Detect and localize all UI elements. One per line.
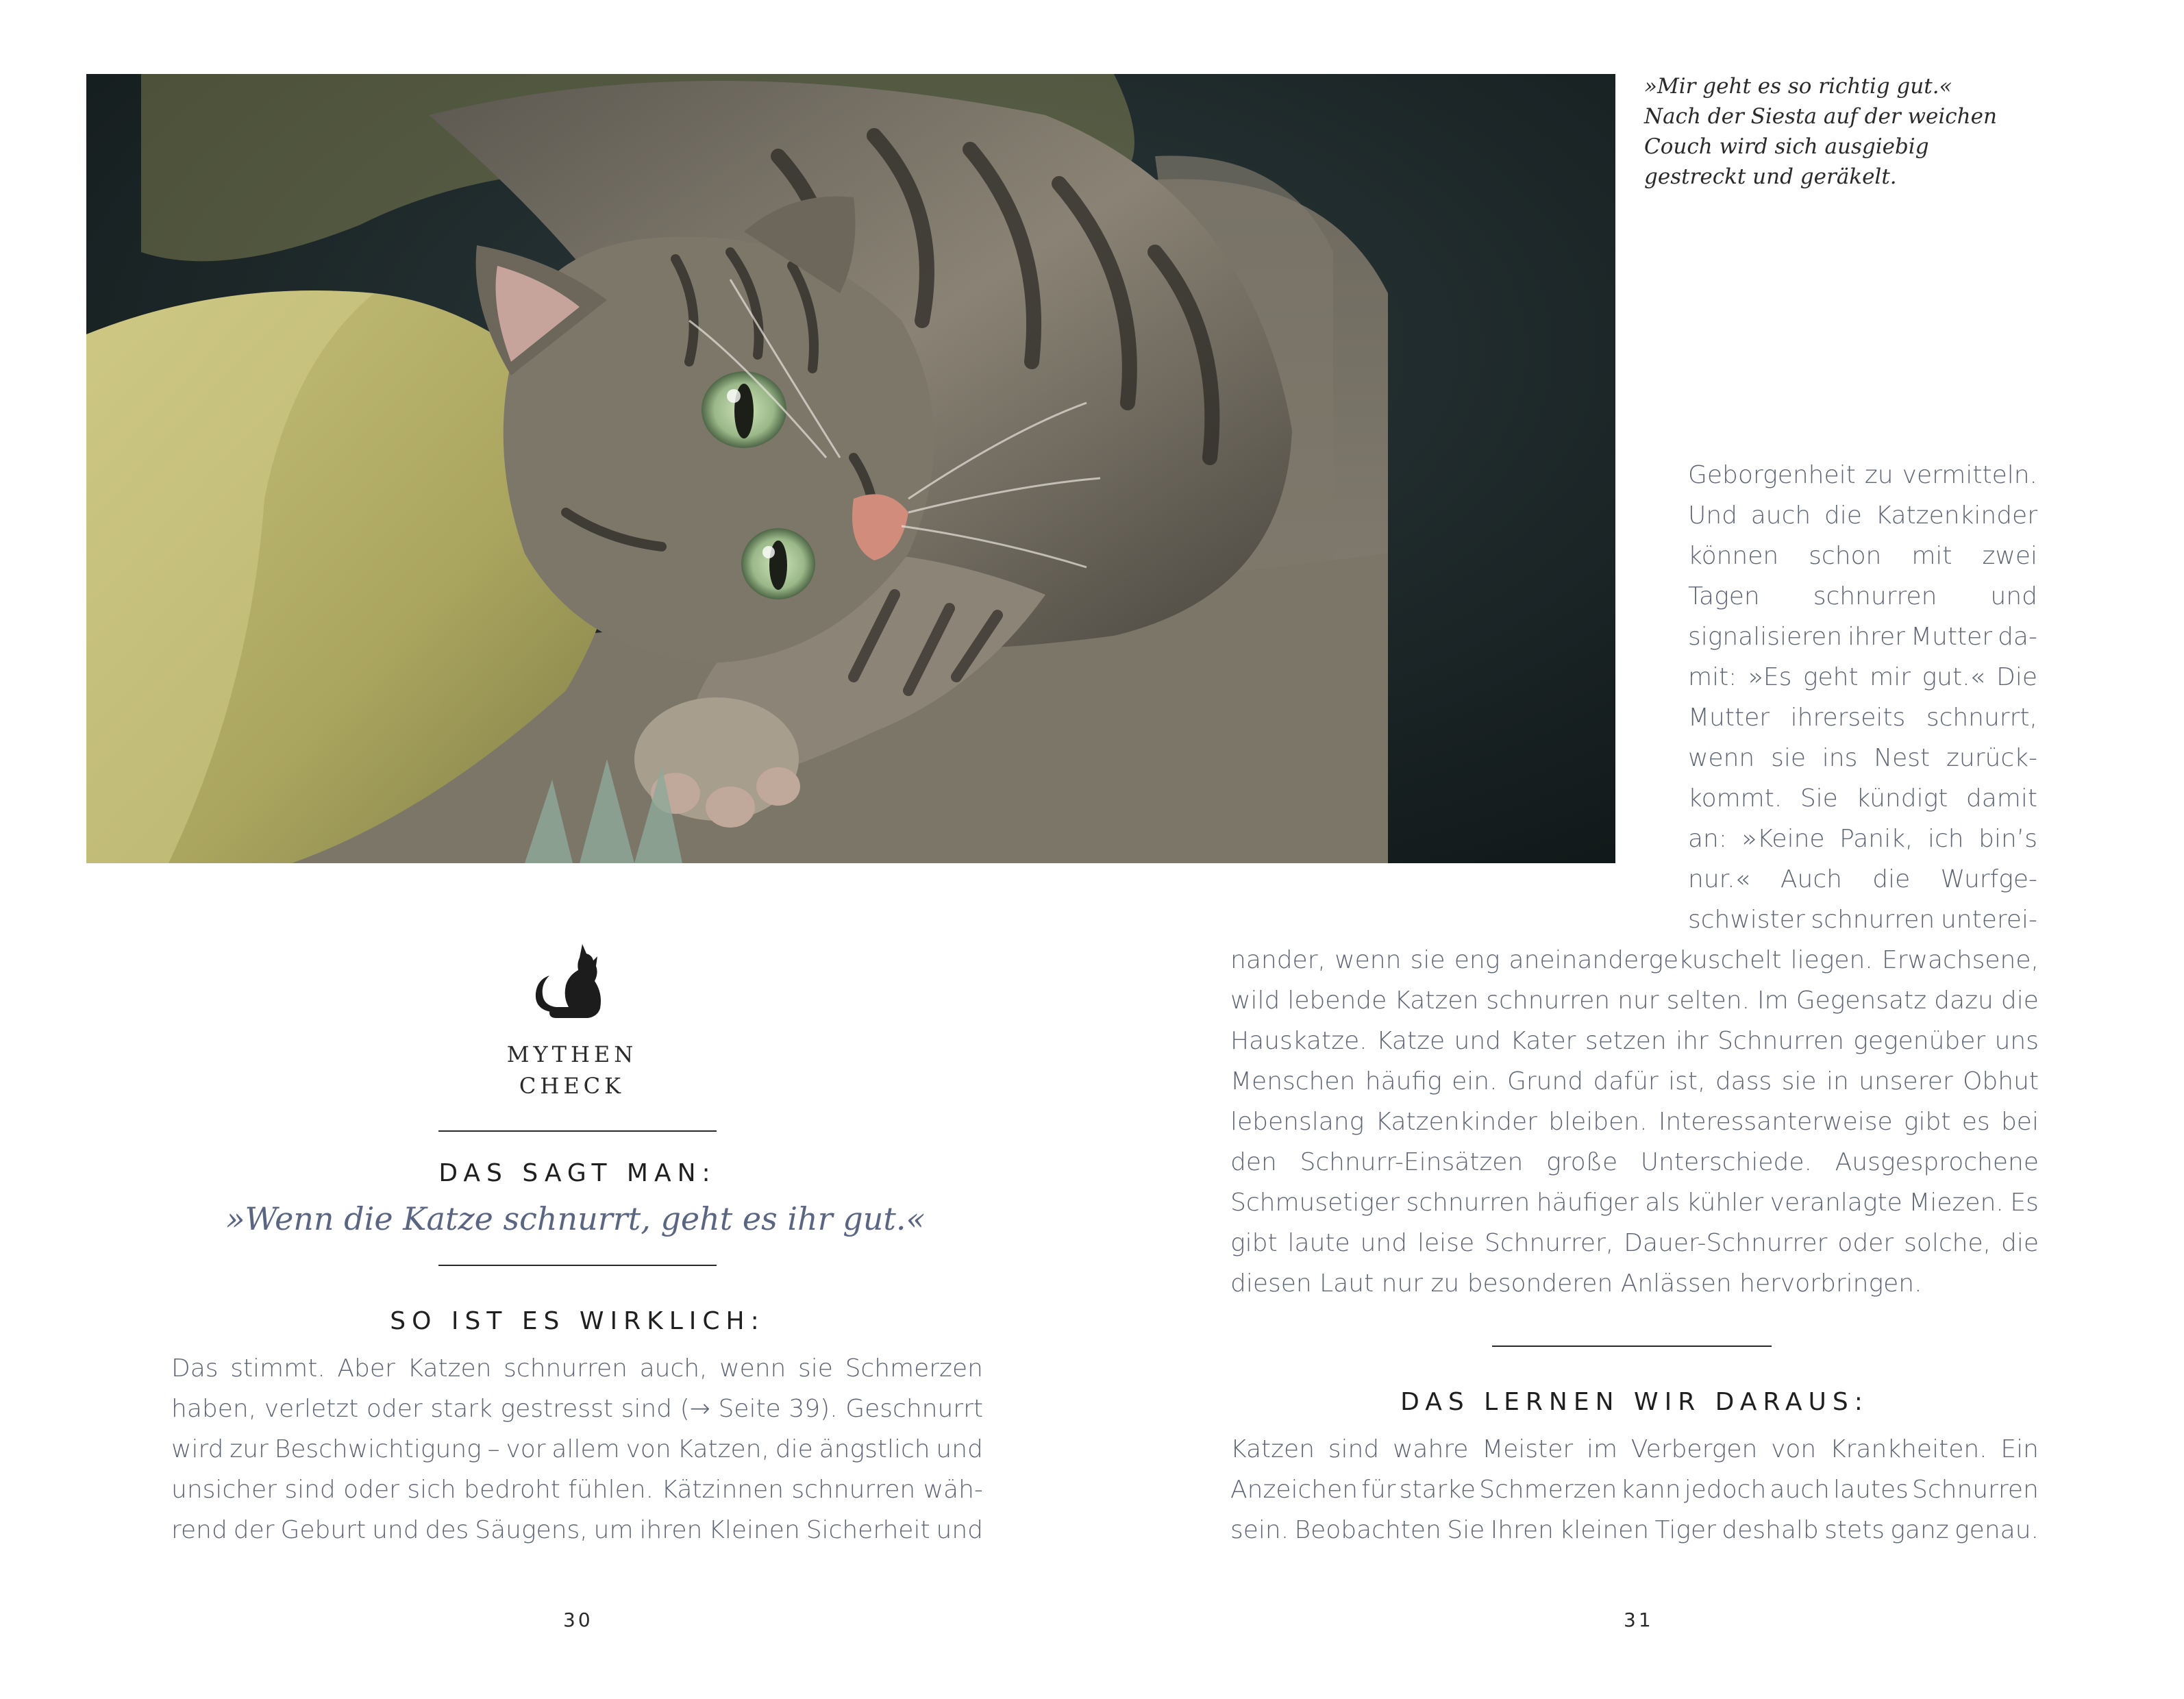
body-text-line: Menschen häufig ein. Grund dafür ist, dass sie in unserer Obhut (1230, 1067, 2039, 1095)
photo-caption (1644, 71, 2028, 192)
heading-das-lernen-wir-daraus: DAS LERNEN WIR DARAUS: (1400, 1388, 1869, 1416)
body-text-line: schwister schnurren unterei- (1688, 906, 2037, 934)
body-text-line: mit: »Es geht mir gut.« Die (1688, 663, 2037, 691)
body-text-line: Tagen schnurren und (1688, 582, 2037, 610)
myth-quote: »Wenn die Katze schnurrt, geht es ihr gut.« (225, 1200, 926, 1237)
body-text-line: kommt. Sie kündigt damit (1688, 784, 2037, 813)
body-text-line: diesen Laut nur zu besonderen Anlässen hervorbringen. (1230, 1269, 1922, 1298)
cat-photo (86, 74, 1615, 863)
caption-line: Nach der Siesta auf der weichen (1644, 104, 1997, 129)
page-number-left: 30 (563, 1609, 593, 1631)
body-text-line: signalisieren ihrer Mutter da- (1688, 623, 2037, 651)
caption-line: »Mir geht es so richtig gut.« (1644, 74, 1952, 99)
body-text-line: können schon mit zwei (1688, 542, 2037, 570)
left-body-line: wird zur Beschwichtigung – vor allem von Katzen, die ängstlich und (171, 1435, 983, 1463)
left-body-line: haben, verletzt oder stark gestresst sind (→ Seite 39). Geschnurrt (171, 1395, 983, 1423)
left-body-line: Das stimmt. Aber Katzen schnurren auch, wenn sie Schmerzen (171, 1354, 983, 1382)
left-body-line: rend der Geburt und des Säugens, um ihren Kleinen Sicherheit und (171, 1516, 983, 1544)
body-text-line: Schmusetiger schnurren häufiger als kühler veranlagte Miezen. Es (1230, 1189, 2039, 1217)
heading-so-ist-es-wirklich: SO IST ES WIRKLICH: (390, 1307, 765, 1335)
body-text-line: Anzeichen für starke Schmerzen kann jedoch auch lautes Schnurren (1230, 1476, 2039, 1504)
myth-check-title-line2: CHECK (519, 1073, 625, 1099)
heading-das-sagt-man: DAS SAGT MAN: (438, 1159, 717, 1187)
divider (438, 1130, 717, 1132)
body-text-line: Geborgenheit zu vermitteln. (1688, 461, 2037, 489)
divider (1492, 1345, 1772, 1347)
body-text-line: gibt laute und leise Schnurrer, Dauer-Schnurrer oder solche, die (1230, 1229, 2039, 1257)
sitting-cat-icon (529, 940, 611, 1021)
page-number-right: 31 (1624, 1609, 1654, 1631)
body-text-line: nur.« Auch die Wurfge- (1688, 865, 2037, 893)
caption-line: gestreckt und geräkelt. (1644, 164, 1897, 189)
myth-check-title-line1: MYTHEN (506, 1041, 638, 1067)
body-text-line: Und auch die Katzenkinder (1688, 501, 2037, 530)
body-text-line: Hauskatze. Katze und Kater setzen ihr Schnurren gegenüber uns (1230, 1027, 2039, 1055)
body-text-line: den Schnurr-Einsätzen große Unterschiede. Ausgesprochene (1230, 1148, 2039, 1176)
body-text-line: wenn sie ins Nest zurück- (1688, 744, 2037, 772)
body-text-line: nander, wenn sie eng aneinandergekuschelt liegen. Erwachsene, (1230, 946, 2039, 974)
body-text-line: wild lebende Katzen schnurren nur selten. Im Gegensatz dazu die (1230, 987, 2039, 1015)
body-text-line: sein. Beobachten Sie Ihren kleinen Tiger deshalb stets ganz genau. (1230, 1516, 2039, 1544)
caption-line: Couch wird sich ausgiebig (1644, 134, 1929, 159)
body-text-line: Katzen sind wahre Meister im Verbergen von Krankheiten. Ein (1230, 1435, 2039, 1463)
tabby-cat-on-sofa-illustration (86, 74, 1615, 863)
left-body-line: unsicher sind oder sich bedroht fühlen. Kätzinnen schnurren wäh- (171, 1476, 983, 1504)
body-text-line: an: »Keine Panik, ich bin’s (1688, 825, 2037, 853)
body-text-line: Mutter ihrerseits schnurrt, (1688, 704, 2037, 732)
body-text-line: lebenslang Katzenkinder bleiben. Interessanterweise gibt es bei (1230, 1108, 2039, 1136)
divider (438, 1265, 717, 1266)
